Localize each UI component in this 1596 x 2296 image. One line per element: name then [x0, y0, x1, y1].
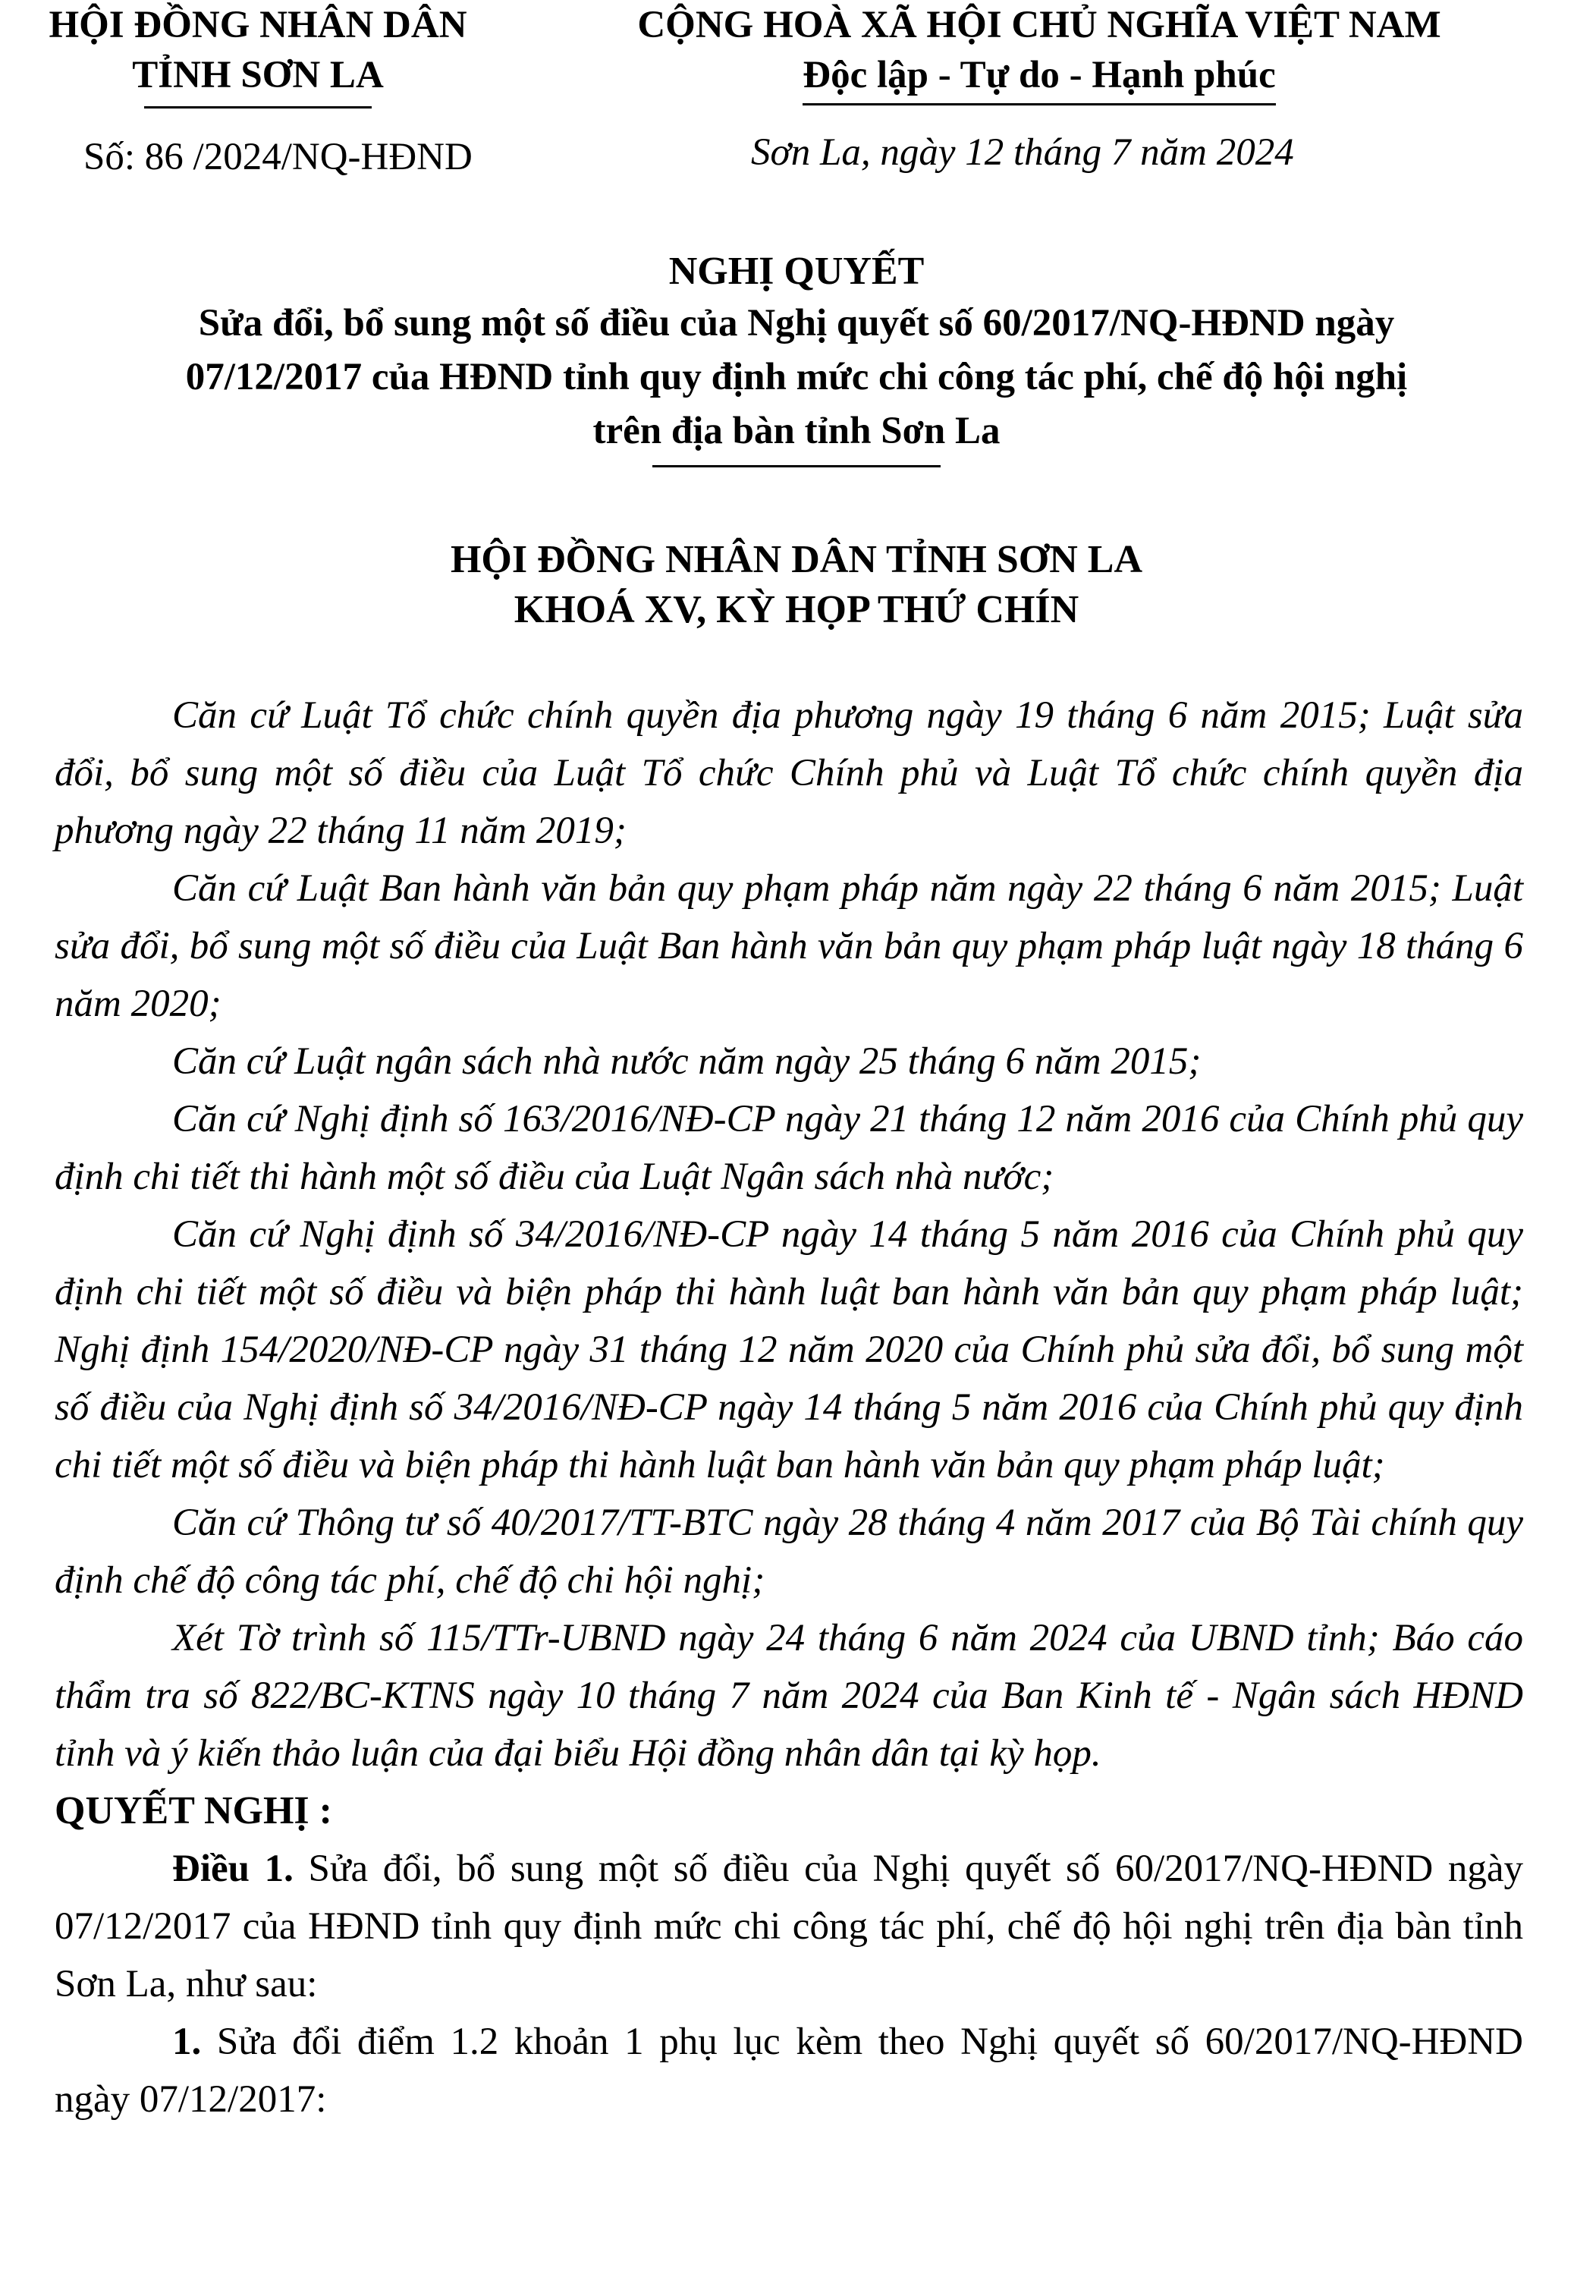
- article-1-text: Sửa đổi, bổ sung một số điều của Nghị quyết số 60/2017/NQ-HĐND ngày 07/12/2017 của HĐND tỉnh quy định mức chi công tác phí, chế độ hội nghị trên địa bàn tỉnh Sơn La, như sau:: [55, 1848, 1523, 2005]
- issuer-line-1: HỘI ĐỒNG NHÂN DÂN: [49, 4, 467, 46]
- subject-line-1: Sửa đổi, bổ sung một số điều của Nghị quyết số 60/2017/NQ-HĐND ngày: [198, 302, 1395, 344]
- national-motto: Độc lập - Tự do - Hạnh phúc: [803, 50, 1275, 105]
- national-title: CỘNG HOÀ XÃ HỘI CHỦ NGHĨA VIỆT NAM: [637, 4, 1441, 46]
- document-number: Số: 86 /2024/NQ-HĐND: [83, 136, 473, 178]
- subject-line-3: trên địa bàn tỉnh Sơn La: [592, 410, 1001, 452]
- item-1-label: 1.: [172, 2021, 202, 2063]
- issuer-block: [46, 0, 470, 109]
- issuer-underline: [144, 106, 372, 109]
- item-1: [55, 2013, 1523, 2128]
- title-underline: [652, 465, 941, 467]
- issuer-line-2: TỈNH SƠN LA: [132, 54, 384, 96]
- council-block: [46, 535, 1547, 635]
- article-1: [55, 1840, 1523, 2013]
- national-heading-block: [531, 0, 1547, 105]
- basis-paragraph: Căn cứ Nghị định số 34/2016/NĐ-CP ngày 14 tháng 5 năm 2016 của Chính phủ quy định chi tiết một số điều và biện pháp thi hành luật ban hành văn bản quy phạm pháp luật; Nghị định 154/2020/NĐ-CP ngày 31 tháng 12 năm 2020 của Chính phủ sửa đổi, bổ sung một số điều của Nghị định số 34/2016/NĐ-CP ngày 14 tháng 5 năm 2016 của Chính phủ quy định chi tiết một số điều và biện pháp thi hành luật ban hành văn bản quy phạm pháp luật;: [55, 1213, 1523, 1486]
- document-body: [55, 687, 1523, 2128]
- basis-paragraph: Căn cứ Luật Ban hành văn bản quy phạm pháp năm ngày 22 tháng 6 năm 2015; Luật sửa đổi, bổ sung một số điều của Luật Ban hành văn bản quy phạm pháp luật ngày 18 tháng 6 năm 2020;: [55, 867, 1523, 1025]
- decision-heading: QUYẾT NGHỊ :: [55, 1789, 332, 1832]
- place-and-date: Sơn La, ngày 12 tháng 7 năm 2024: [751, 131, 1294, 174]
- title-block: [46, 247, 1547, 458]
- document-type: NGHỊ QUYẾT: [668, 250, 925, 293]
- article-1-label: Điều 1.: [172, 1848, 294, 1890]
- basis-paragraph: Căn cứ Luật Tổ chức chính quyền địa phương ngày 19 tháng 6 năm 2015; Luật sửa đổi, bổ sung một số điều của Luật Tổ chức Chính phủ và Luật Tổ chức chính quyền địa phương ngày 22 tháng 11 năm 2019;: [55, 694, 1523, 852]
- basis-paragraph: Xét Tờ trình số 115/TTr-UBND ngày 24 tháng 6 năm 2024 của UBND tỉnh; Báo cáo thẩm tra số 822/BC-KTNS ngày 10 tháng 7 năm 2024 của Ban Kinh tế - Ngân sách HĐND tỉnh và ý kiến thảo luận của đại biểu Hội đồng nhân dân tại kỳ họp.: [55, 1617, 1523, 1775]
- basis-paragraph: Căn cứ Luật ngân sách nhà nước năm ngày 25 tháng 6 năm 2015;: [172, 1040, 1202, 1083]
- council-session: KHOÁ XV, KỲ HỌP THỨ CHÍN: [514, 588, 1079, 631]
- legal-basis: [55, 687, 1523, 1782]
- council-name: HỘI ĐỒNG NHÂN DÂN TỈNH SƠN LA: [450, 538, 1143, 581]
- basis-paragraph: Căn cứ Thông tư số 40/2017/TT-BTC ngày 28 tháng 4 năm 2017 của Bộ Tài chính quy định chế độ công tác phí, chế độ chi hội nghị;: [55, 1502, 1523, 1602]
- item-1-text: Sửa đổi điểm 1.2 khoản 1 phụ lục kèm theo Nghị quyết số 60/2017/NQ-HĐND ngày 07/12/2017:: [55, 2021, 1523, 2121]
- basis-paragraph: Căn cứ Nghị định số 163/2016/NĐ-CP ngày 21 tháng 12 năm 2016 của Chính phủ quy định chi tiết thi hành một số điều của Luật Ngân sách nhà nước;: [55, 1098, 1523, 1198]
- subject-line-2: 07/12/2017 của HĐND tỉnh quy định mức chi công tác phí, chế độ hội nghị: [185, 356, 1408, 398]
